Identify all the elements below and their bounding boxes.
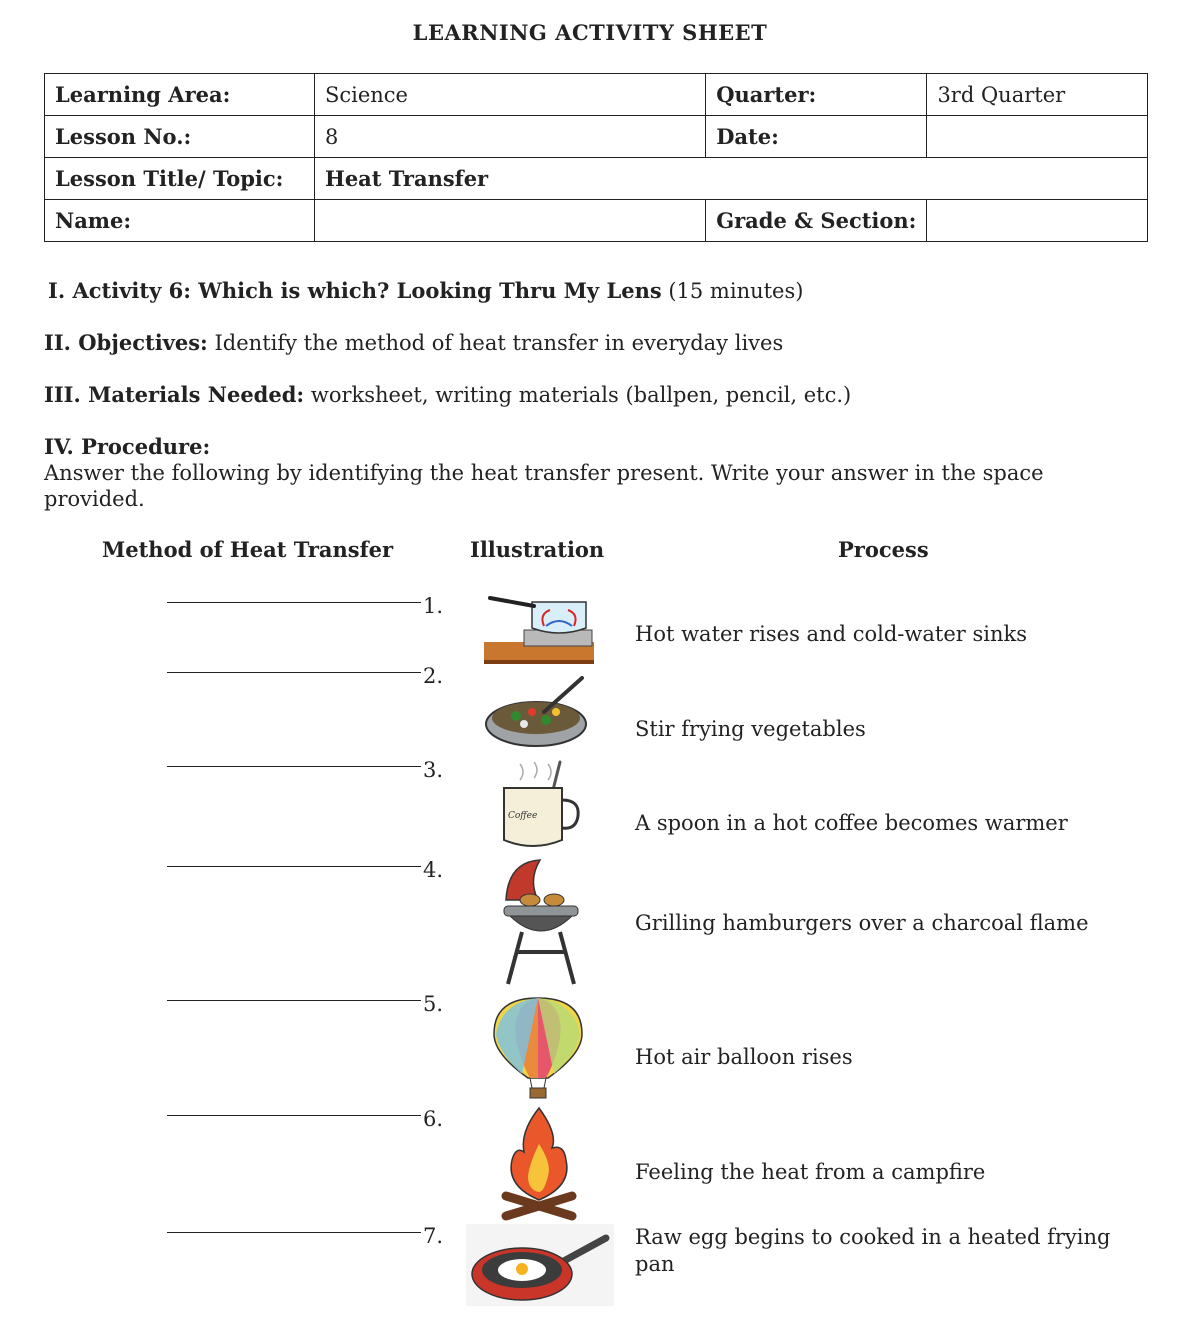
- info-row: [45, 200, 1148, 242]
- campfire-icon: [498, 1104, 580, 1224]
- materials-text: worksheet, writing materials (ballpen, pencil, etc.): [310, 383, 852, 407]
- pot-handle: [490, 598, 534, 606]
- vegetable: [511, 711, 521, 721]
- item-number: 3.: [423, 758, 444, 782]
- learning-area-label: Learning Area:: [45, 74, 315, 116]
- column-header-method: Method of Heat Transfer: [102, 537, 394, 562]
- mug-label: Coffee: [508, 811, 538, 821]
- lesson-title-label: Lesson Title/ Topic:: [45, 158, 315, 200]
- wok-icon: [484, 668, 598, 754]
- objectives-label: II. Objectives:: [44, 330, 208, 355]
- pot: [532, 602, 586, 633]
- item-number: 6.: [423, 1107, 444, 1131]
- column-header-process: Process: [838, 537, 929, 562]
- table-edge: [484, 660, 594, 664]
- info-row: [45, 74, 1148, 116]
- item-number: 1.: [423, 594, 444, 618]
- process-text: Grilling hamburgers over a charcoal flame: [635, 911, 1089, 935]
- activity-time: (15 minutes): [668, 279, 804, 303]
- answer-blank-2[interactable]: [167, 672, 421, 673]
- wok-contents: [492, 702, 580, 734]
- item-number: 2.: [423, 664, 444, 688]
- lesson-title-value[interactable]: Heat Transfer: [314, 158, 1147, 200]
- info-row: [45, 158, 1148, 200]
- item-number: 4.: [423, 858, 444, 882]
- frying-pan-egg-icon: [466, 1224, 614, 1306]
- info-table: [44, 73, 1148, 242]
- vegetable: [552, 708, 560, 716]
- page-title: LEARNING ACTIVITY SHEET: [412, 20, 768, 45]
- process-text: Raw egg begins to cooked in a heated frying pan: [635, 1225, 1111, 1276]
- steam: [520, 762, 551, 780]
- procedure-label: IV. Procedure:: [44, 434, 211, 459]
- answer-blank-7[interactable]: [167, 1232, 421, 1233]
- item-number: 7.: [423, 1224, 444, 1248]
- grill-rack: [504, 906, 578, 916]
- materials-label: III. Materials Needed:: [44, 382, 305, 407]
- process-text: Hot water rises and cold-water sinks: [635, 622, 1027, 646]
- objectives-text: Identify the method of heat transfer in everyday lives: [214, 331, 784, 355]
- boiling-pot-icon: [484, 590, 596, 666]
- burger: [544, 894, 564, 906]
- process-text: Feeling the heat from a campfire: [635, 1160, 986, 1184]
- date-label: Date:: [706, 116, 927, 158]
- materials: [44, 382, 851, 407]
- answer-blank-1[interactable]: [167, 602, 421, 603]
- grade-section-field[interactable]: [927, 200, 1148, 242]
- process-text: Stir frying vegetables: [635, 717, 866, 741]
- answer-blank-5[interactable]: [167, 1000, 421, 1001]
- activity-heading: [48, 278, 803, 303]
- hot-air-balloon-icon: [488, 994, 588, 1100]
- lesson-no-label: Lesson No.:: [45, 116, 315, 158]
- item-number: 5.: [423, 992, 444, 1016]
- lesson-no-value[interactable]: 8: [314, 116, 705, 158]
- mug-handle: [562, 800, 578, 828]
- answer-blank-6[interactable]: [167, 1115, 421, 1116]
- learning-area-value[interactable]: Science: [314, 74, 705, 116]
- name-label: Name:: [45, 200, 315, 242]
- date-field[interactable]: [927, 116, 1148, 158]
- info-row: [45, 116, 1148, 158]
- grill-bowl: [510, 916, 572, 931]
- vegetable: [520, 720, 528, 728]
- process-text: A spoon in a hot coffee becomes warmer: [635, 811, 1068, 835]
- activity-label: I. Activity 6: Which is which? Looking Thru My Lens: [48, 278, 662, 303]
- answer-blank-3[interactable]: [167, 766, 421, 767]
- name-field[interactable]: [314, 200, 705, 242]
- grill-legs: [508, 932, 574, 984]
- quarter-value[interactable]: 3rd Quarter: [927, 74, 1148, 116]
- burger: [520, 894, 540, 906]
- quarter-label: Quarter:: [706, 74, 927, 116]
- vegetable: [541, 715, 551, 725]
- egg-yolk: [516, 1263, 528, 1275]
- balloon-ropes: [530, 1078, 546, 1088]
- column-header-illustration: Illustration: [470, 537, 605, 562]
- procedure-text: Answer the following by identifying the heat transfer present. Write your answer in the space provided.: [44, 461, 1044, 511]
- balloon-basket: [530, 1088, 546, 1098]
- objectives: [44, 330, 783, 355]
- grill-lid: [506, 860, 540, 900]
- vegetable: [528, 708, 536, 716]
- process-text: Hot air balloon rises: [635, 1045, 853, 1069]
- grade-section-label: Grade & Section:: [706, 200, 927, 242]
- answer-blank-4[interactable]: [167, 866, 421, 867]
- grill-icon: [498, 856, 584, 988]
- coffee-mug-icon: [500, 760, 584, 852]
